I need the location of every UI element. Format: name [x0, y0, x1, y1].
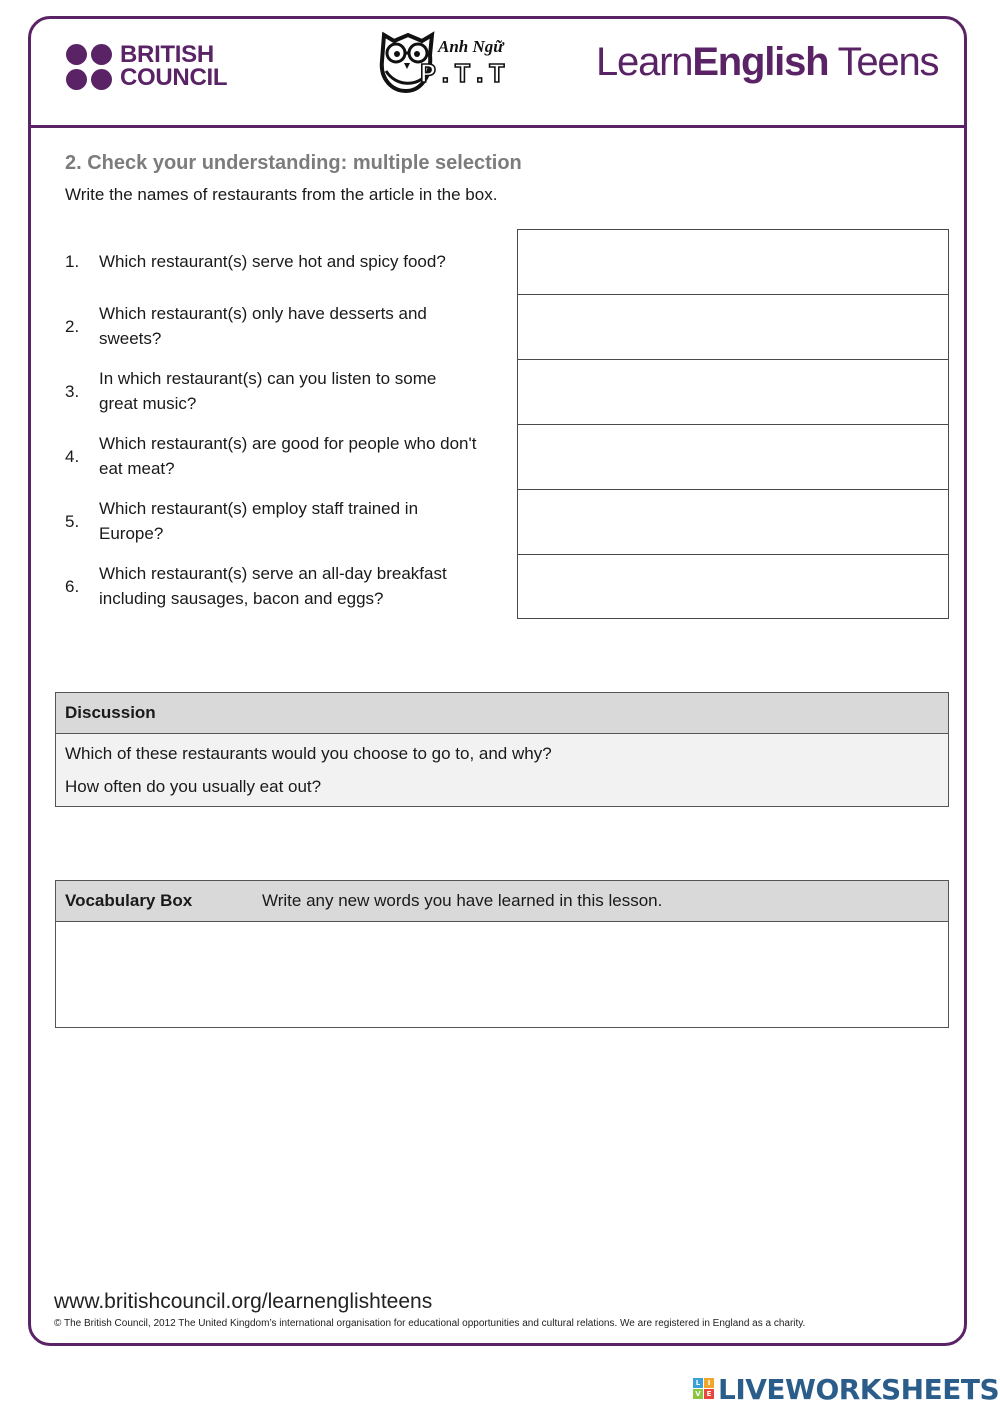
logo-english: English: [692, 40, 829, 84]
vocabulary-box: [55, 880, 949, 1028]
answer-table: [517, 229, 949, 619]
discussion-question: Which of these restaurants would you choose to go to, and why?: [65, 744, 552, 763]
british-council-dots-icon: [66, 44, 114, 92]
answer-box-2[interactable]: [518, 295, 948, 360]
liveworksheets-wordmark: LIVEWORKSHEETS: [718, 1373, 1000, 1406]
question-text: Which restaurant(s) serve hot and spicy food?: [99, 252, 446, 271]
question-number: 2.: [65, 317, 80, 336]
logo-learn: Learn: [596, 40, 693, 84]
answer-box-3[interactable]: [518, 360, 948, 425]
vocabulary-title: Vocabulary Box: [65, 891, 193, 910]
question-text: Which restaurant(s) only have desserts and sweets?: [99, 304, 427, 348]
answer-box-6[interactable]: [518, 555, 948, 620]
vocabulary-instruction: Write any new words you have learned in this lesson.: [262, 891, 663, 910]
anh-ngu-label: Anh Ngữ: [438, 37, 504, 56]
question-number: 3.: [65, 382, 80, 401]
header-divider: [28, 125, 967, 128]
footer-url: www.britishcouncil.org/learnenglishteens: [54, 1290, 433, 1313]
question-number: 4.: [65, 447, 80, 466]
discussion-header: [56, 693, 948, 734]
answer-box-4[interactable]: [518, 425, 948, 490]
vocabulary-header: [56, 881, 948, 922]
question-number: 5.: [65, 512, 80, 531]
anh-ngu-ptt-logo: [376, 27, 536, 97]
discussion-box: [55, 692, 949, 807]
question-text: Which restaurant(s) are good for people who don't eat meat?: [99, 434, 477, 478]
question-text: Which restaurant(s) employ staff trained in Europe?: [99, 499, 419, 543]
section-instruction: Write the names of restaurants from the article in the box.: [65, 185, 498, 204]
question-text: In which restaurant(s) can you listen to some great music?: [99, 369, 437, 413]
question-text: Which restaurant(s) serve an all-day breakfast including sausages, bacon and eggs?: [99, 564, 447, 608]
liveworksheets-icon: L I V E: [693, 1378, 715, 1400]
footer-copyright: © The British Council, 2012 The United Kingdom’s international organisation for educational opportunities and cultural relations. We are registered in England as a charity.: [54, 1318, 806, 1329]
answer-box-1[interactable]: [518, 230, 948, 295]
logo-teens: Teens: [828, 40, 939, 84]
discussion-title: Discussion: [65, 703, 156, 722]
question-number: 6.: [65, 577, 80, 596]
british-council-wordmark: BRITISH COUNCIL: [120, 41, 228, 91]
question-number: 1.: [65, 252, 80, 271]
page-frame: [28, 16, 967, 1346]
learnenglish-teens-logo: [596, 40, 938, 85]
section-title: 2. Check your understanding: multiple selection: [65, 152, 522, 174]
vocabulary-input-area[interactable]: [56, 922, 948, 1027]
discussion-question: How often do you usually eat out?: [65, 777, 322, 796]
ptt-label: P.T.T: [420, 61, 507, 91]
answer-box-5[interactable]: [518, 490, 948, 555]
